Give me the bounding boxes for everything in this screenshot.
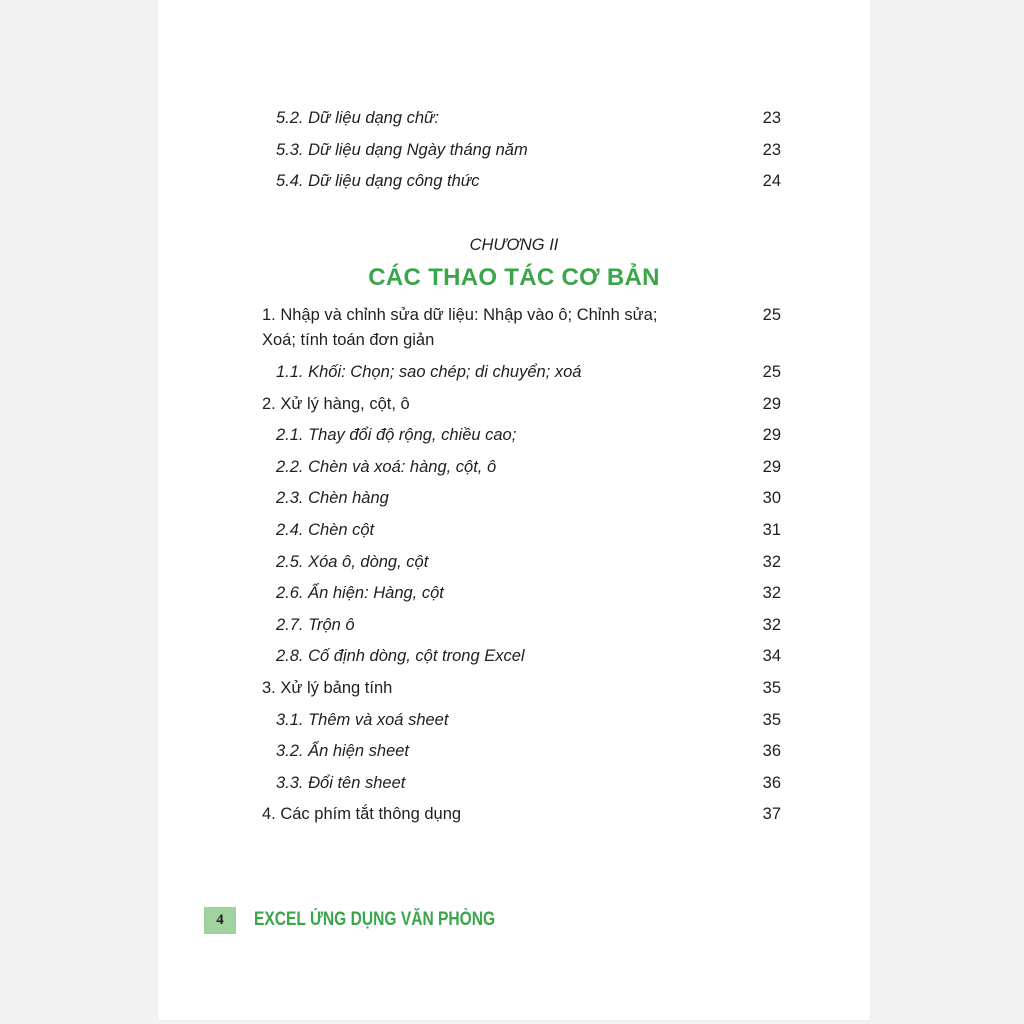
- toc-entry-page: 25: [762, 306, 781, 324]
- toc-entry-label: 2.6. Ẩn hiện: Hàng, cột: [276, 584, 444, 602]
- toc-entry-label: 4. Các phím tắt thông dụng: [262, 805, 462, 823]
- toc-entry-label: 2.4. Chèn cột: [276, 521, 375, 539]
- toc-entry-page: 23: [762, 109, 781, 127]
- toc-entry-page: 36: [762, 774, 781, 792]
- toc-entry-section-1: [262, 304, 781, 354]
- toc-entry-page: 29: [762, 395, 781, 413]
- toc-entry-page: 35: [762, 679, 781, 697]
- toc-entry-page: 25: [762, 363, 781, 381]
- toc-entry-page: 29: [762, 458, 781, 476]
- toc-entry-label: 5.2. Dữ liệu dạng chữ:: [276, 109, 440, 127]
- toc-entry-label: 3.2. Ẩn hiện sheet: [276, 742, 410, 760]
- chapter-label: CHƯƠNG II: [469, 236, 559, 254]
- toc-entry-label: 2.3. Chèn hàng: [276, 489, 389, 507]
- toc-entry-label: 2.8. Cố định dòng, cột trong Excel: [276, 647, 525, 665]
- toc-entry-label: 3. Xử lý bảng tính: [262, 679, 393, 697]
- toc-entry-label: 2.7. Trộn ô: [276, 616, 355, 634]
- toc-entry-label: 5.4. Dữ liệu dạng công thức: [276, 172, 480, 190]
- chapter-title: CÁC THAO TÁC CƠ BẢN: [368, 264, 660, 291]
- toc-entry-page: 23: [762, 141, 781, 159]
- toc-entry-page: 24: [762, 172, 781, 190]
- running-footer-title: EXCEL ỨNG DỤNG VĂN PHÒNG: [254, 909, 496, 930]
- toc-entry-page: 36: [762, 742, 781, 760]
- toc-entry-page: 31: [762, 521, 781, 539]
- toc-entry-label: 2.1. Thay đổi độ rộng, chiều cao;: [276, 426, 517, 444]
- toc-entry-page: 29: [762, 426, 781, 444]
- toc-entry-label-line1: 1. Nhập và chỉnh sửa dữ liệu: Nhập vào ô; Chỉnh sửa;: [262, 306, 658, 324]
- toc-entry-label: 2.5. Xóa ô, dòng, cột: [276, 553, 429, 571]
- toc-entry-label: 2.2. Chèn và xoá: hàng, cột, ô: [276, 458, 497, 476]
- book-page: [158, 0, 870, 1020]
- toc-entry-page: 34: [762, 647, 781, 665]
- toc-entry-page: 37: [762, 805, 781, 823]
- toc-entry-page: 30: [762, 489, 781, 507]
- toc-entry-page: 32: [762, 553, 781, 571]
- toc-entry-page: 32: [762, 616, 781, 634]
- toc-entry-label: 1.1. Khối: Chọn; sao chép; di chuyển; xoá: [276, 363, 582, 381]
- toc-entry-label: 3.1. Thêm và xoá sheet: [276, 711, 449, 729]
- toc-entry-label: 5.3. Dữ liệu dạng Ngày tháng năm: [276, 141, 528, 159]
- toc-entry-page: 35: [762, 711, 781, 729]
- toc-entry-label: 3.3. Đổi tên sheet: [276, 774, 406, 792]
- page-number-badge: 4: [204, 907, 236, 934]
- toc-entry-label: 2. Xử lý hàng, cột, ô: [262, 395, 410, 413]
- toc-entry-page: 32: [762, 584, 781, 602]
- toc-entry-label-line2: Xoá; tính toán đơn giản: [262, 331, 435, 349]
